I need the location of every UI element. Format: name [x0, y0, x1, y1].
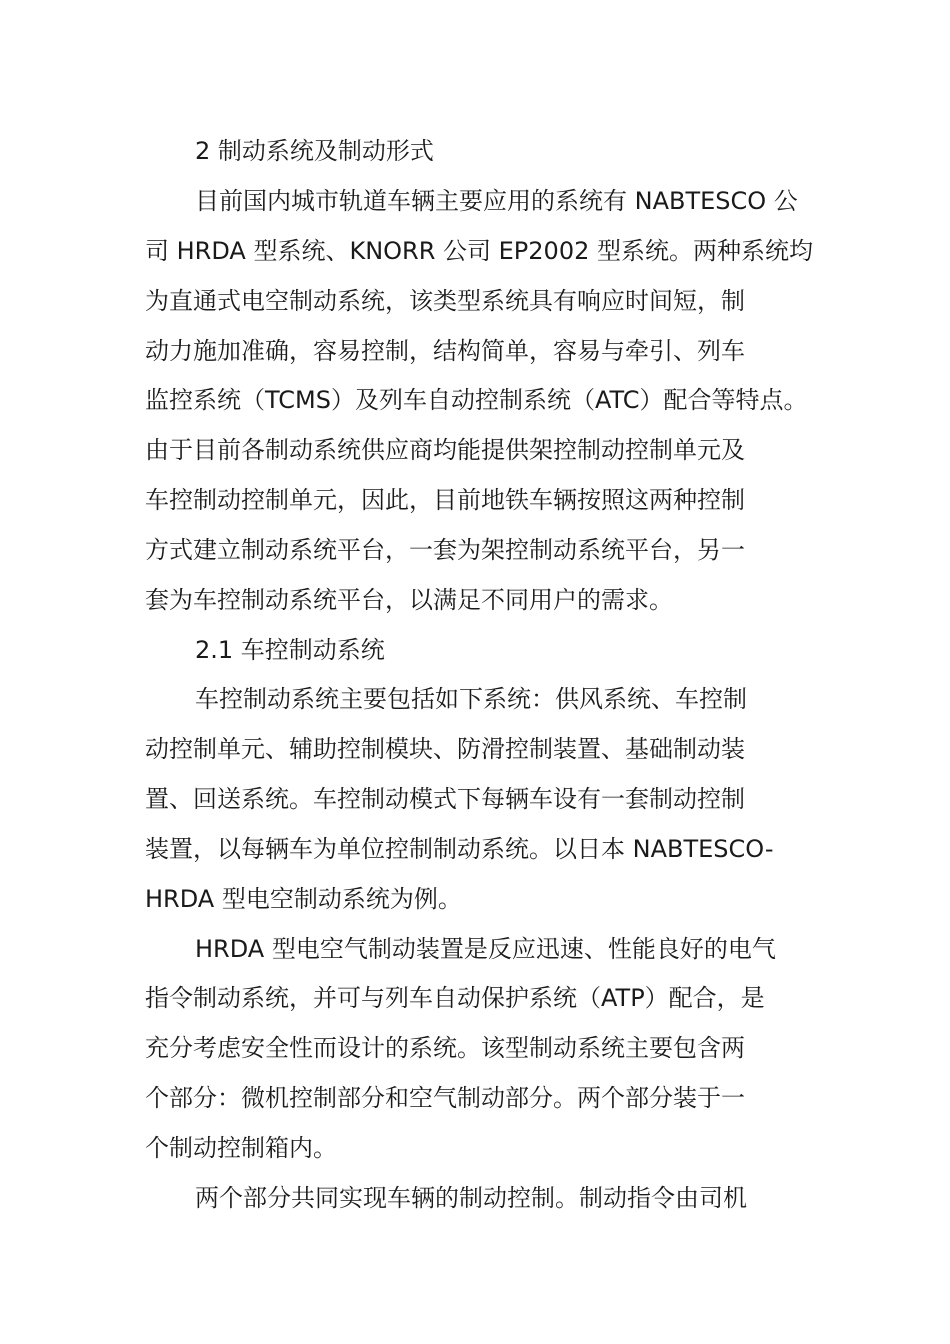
paragraph-1-line-7: 车控制动控制单元，因此，目前地铁车辆按照这两种控制: [145, 486, 745, 514]
paragraph-2-line-5: HRDA 型电空制动系统为例。: [145, 885, 462, 913]
paragraph-2-line-2: 动控制单元、辅助控制模块、防滑控制装置、基础制动装: [145, 735, 745, 763]
paragraph-4-line-1: 两个部分共同实现车辆的制动控制。制动指令由司机: [195, 1184, 747, 1212]
paragraph-2-line-4: 装置，以每辆车为单位控制制动系统。以日本 NABTESCO-: [145, 835, 774, 863]
paragraph-3-line-2: 指令制动系统，并可与列车自动保护系统（ATP）配合，是: [145, 984, 765, 1012]
paragraph-1-line-6: 由于目前各制动系统供应商均能提供架控制动控制单元及: [145, 436, 745, 464]
section-heading-2: 2 制动系统及制动形式: [195, 137, 434, 165]
paragraph-3-line-1: HRDA 型电空气制动装置是反应迅速、性能良好的电气: [195, 935, 776, 963]
paragraph-3-line-4: 个部分：微机控制部分和空气制动部分。两个部分装于一: [145, 1084, 745, 1112]
section-heading-2-1: 2.1 车控制动系统: [195, 636, 385, 664]
paragraph-1-line-9: 套为车控制动系统平台，以满足不同用户的需求。: [145, 586, 673, 614]
paragraph-2-line-1: 车控制动系统主要包括如下系统：供风系统、车控制: [195, 685, 747, 713]
paragraph-2-line-3: 置、回送系统。车控制动模式下每辆车设有一套制动控制: [145, 785, 745, 813]
paragraph-1-line-2: 司 HRDA 型系统、KNORR 公司 EP2002 型系统。两种系统均: [145, 237, 813, 265]
paragraph-1-line-3: 为直通式电空制动系统，该类型系统具有响应时间短，制: [145, 287, 745, 315]
paragraph-1-line-1: 目前国内城市轨道车辆主要应用的系统有 NABTESCO 公: [195, 187, 798, 215]
paragraph-1-line-4: 动力施加准确，容易控制，结构简单，容易与牵引、列车: [145, 337, 745, 365]
paragraph-3-line-3: 充分考虑安全性而设计的系统。该型制动系统主要包含两: [145, 1034, 745, 1062]
paragraph-1-line-8: 方式建立制动系统平台，一套为架控制动系统平台，另一: [145, 536, 745, 564]
paragraph-1-line-5: 监控系统（TCMS）及列车自动控制系统（ATC）配合等特点。: [145, 386, 808, 414]
paragraph-3-line-5: 个制动控制箱内。: [145, 1134, 337, 1162]
